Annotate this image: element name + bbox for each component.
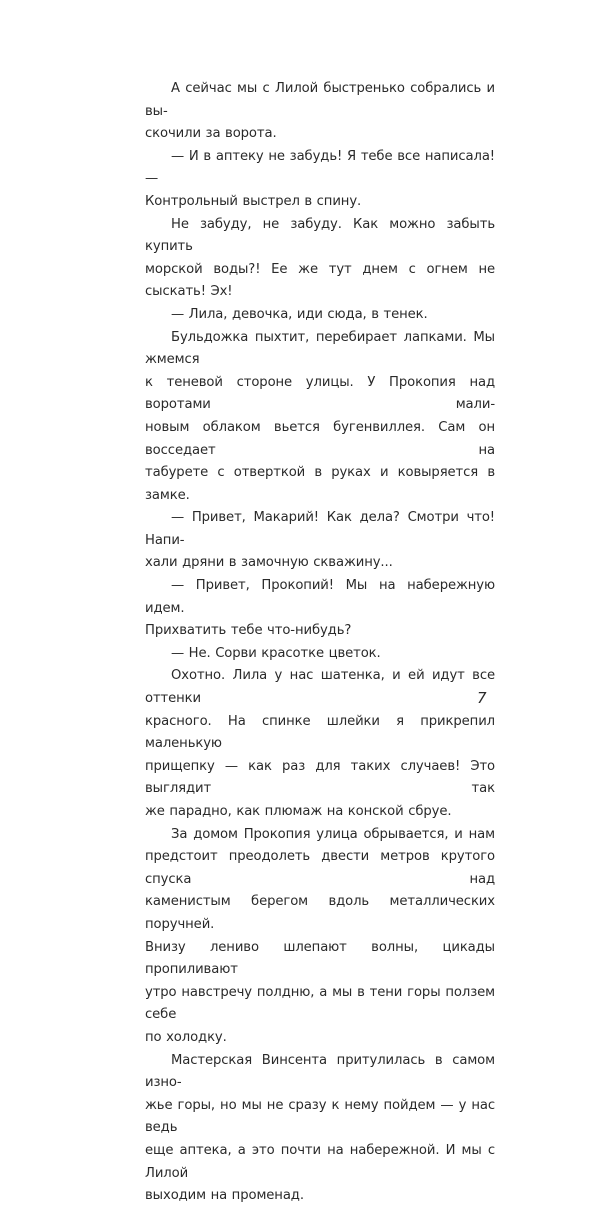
text-line: еще аптека, а это почти на набережной. И мы с Лилой <box>145 1142 495 1181</box>
text-line: к теневой стороне улицы. У Прокопия над воротами мали- <box>145 374 495 413</box>
text-line: Прихватить тебе что-нибудь? <box>145 623 352 639</box>
text-line: каменистым берегом вдоль металлических поручней. <box>145 894 495 932</box>
text-line: морской воды?! Ее же тут днем с огнем не сыскать! Эх! <box>145 261 495 300</box>
paragraph <box>145 507 495 575</box>
paragraph <box>145 1050 495 1208</box>
text-line: За домом Прокопия улица обрывается, и нам <box>171 826 495 842</box>
paragraph <box>145 304 495 327</box>
text-line: — Привет, Макарий! Как дела? Смотри что! Напи- <box>145 510 495 548</box>
text-line: Мастерская Винсента притулилась в самом изно- <box>145 1052 495 1091</box>
paragraph <box>145 78 495 146</box>
page-number: 7 <box>477 689 487 707</box>
text-line: выходим на променад. <box>145 1188 304 1204</box>
paragraph <box>145 665 495 823</box>
text-line: же парадно, как плюмаж на конской сбруе. <box>145 804 452 819</box>
body-text <box>145 78 495 1208</box>
text-line: по холодку. <box>145 1029 227 1045</box>
text-line: прищепку — как раз для таких случаев! Это выглядит так <box>145 758 495 797</box>
text-line: жье горы, но мы не сразу к нему пойдем — у нас ведь <box>145 1097 495 1136</box>
text-line: — Лила, девочка, иди сюда, в тенек. <box>171 306 428 322</box>
text-line: — Привет, Прокопий! Мы на набережную идем. <box>145 578 495 616</box>
text-line: Бульдожка пыхтит, перебирает лапками. Мы жмемся <box>145 329 495 368</box>
text-line: табурете с отверткой в руках и ковыряется в замке. <box>145 465 495 503</box>
text-line: — Не. Сорви красотке цветок. <box>171 645 381 661</box>
text-line: скочили за ворота. <box>145 126 277 142</box>
text-line: — И в аптеку не забудь! Я тебе все написала! — <box>145 148 495 187</box>
paragraph <box>145 643 495 666</box>
text-line: Не забуду, не забуду. Как можно забыть купить <box>145 216 495 255</box>
paragraph <box>145 146 495 214</box>
text-line: красного. На спинке шлейки я прикрепил маленькую <box>145 713 495 752</box>
text-line: новым облаком вьется бугенвиллея. Сам он восседает на <box>145 419 495 458</box>
text-line: Охотно. Лила у нас шатенка, и ей идут все оттенки <box>145 668 495 707</box>
text-line: Внизу лениво шлепают волны, цикады пропиливают <box>145 939 495 978</box>
text-line: хали дряни в замочную скважину... <box>145 555 393 571</box>
text-line: утро навстречу полдню, а мы в тени горы ползем себе <box>145 984 495 1023</box>
paragraph <box>145 575 495 643</box>
text-line: Контрольный выстрел в спину. <box>145 193 362 209</box>
paragraph <box>145 214 495 304</box>
paragraph <box>145 327 495 508</box>
text-line: предстоит преодолеть двести метров крутого спуска над <box>145 849 495 887</box>
paragraph <box>145 824 495 1050</box>
text-line: А сейчас мы с Лилой быстренько собрались и вы- <box>145 81 495 119</box>
